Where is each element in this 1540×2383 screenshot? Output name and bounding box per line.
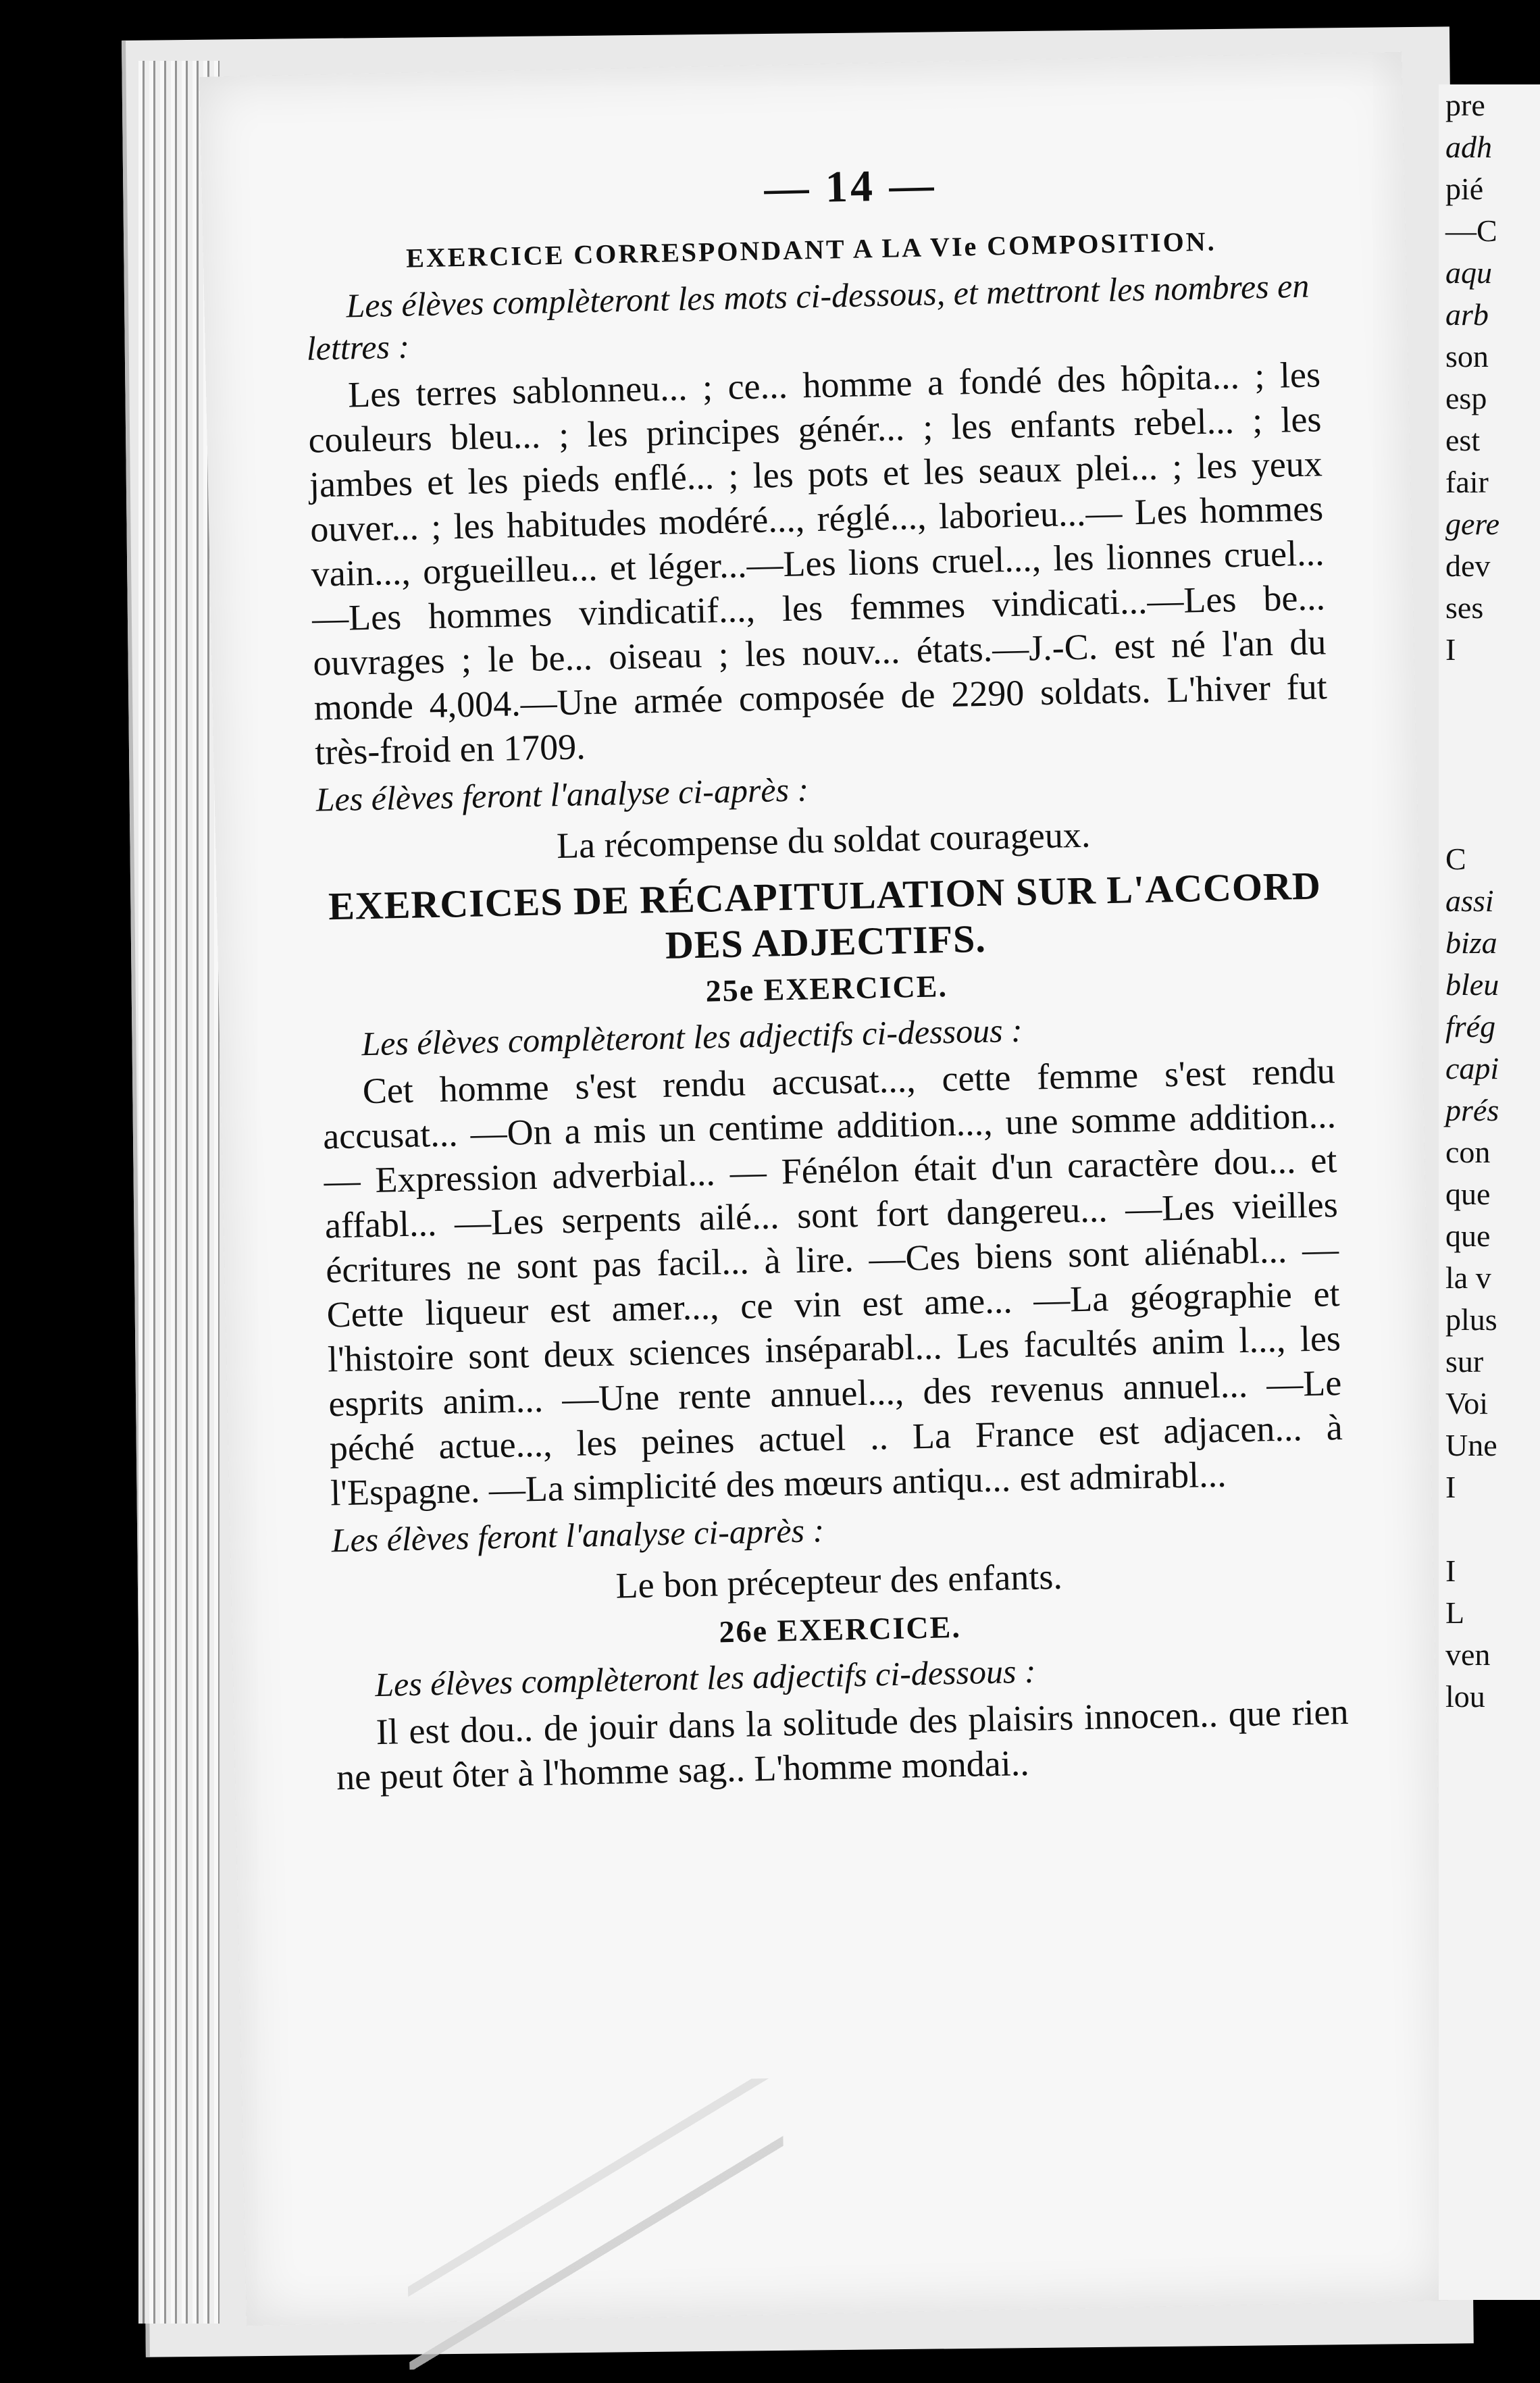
facing-page-fragment: pre [1445, 88, 1485, 122]
facing-page-fragment: ses [1445, 590, 1484, 625]
facing-page-fragment: dev [1445, 548, 1491, 583]
facing-page-fragment: capi [1445, 1051, 1499, 1085]
book-page [199, 52, 1448, 2326]
facing-page-fragment: I [1445, 1470, 1456, 1504]
facing-page-fragment: arb [1445, 297, 1489, 332]
page-number: — 14 — [763, 160, 938, 213]
exercise-paragraph-3: Il est dou.. de jouir dans la solitude des plaisirs innocen.. que rien ne peut ôter à l'homme sag.. L'homme mondai.. [336, 1691, 1350, 1798]
analysis-instruction-2: Les élèves feront l'analyse ci-après : [331, 1511, 825, 1560]
analysis-instruction-1: Les élèves feront l'analyse ci-après : [315, 770, 809, 819]
facing-page-fragment: que [1445, 1219, 1491, 1253]
page-content [303, 151, 1350, 1803]
facing-page-fragment: —C [1445, 213, 1497, 248]
facing-page-fragment: L [1445, 1595, 1465, 1630]
facing-page-fragment: plus [1445, 1302, 1497, 1337]
facing-page-fragment: assi [1445, 883, 1494, 918]
facing-page-fragment: pié [1445, 172, 1484, 206]
facing-page-fragment: Voi [1445, 1386, 1489, 1420]
facing-page-fragment: fair [1445, 465, 1489, 499]
facing-page-fragment: aqu [1445, 255, 1492, 290]
facing-page-fragment [1439, 796, 1540, 838]
facing-page-fragment: est [1445, 423, 1481, 457]
facing-page-fragment: Une [1445, 1428, 1497, 1462]
instruction-2: Les élèves complèteront les adjectifs ci-dessous : [361, 1010, 1023, 1063]
facing-page-fragment [1439, 1508, 1540, 1550]
facing-page-edge [1439, 84, 1540, 2300]
facing-page-fragment: esp [1445, 381, 1487, 415]
facing-page-fragment: ven [1445, 1637, 1491, 1672]
facing-page-fragment: sur [1445, 1344, 1484, 1379]
exercise-26-heading: 26e EXERCICE. [719, 1609, 962, 1649]
section-title: EXERCICES DE RÉCAPITULATION SUR L'ACCORD DES ADJECTIFS. [328, 863, 1322, 967]
facing-page-fragment: son [1445, 339, 1489, 374]
facing-page-fragment [1439, 671, 1540, 713]
facing-page-fragment: con [1445, 1135, 1491, 1169]
facing-page-fragment: C [1445, 842, 1466, 876]
instruction-1: Les élèves complèteront les mots ci-dessous, et mettront les nombres en lettres : [306, 266, 1310, 367]
facing-page-fragment: I [1445, 632, 1456, 667]
instruction-3: Les élèves complèteront les adjectifs ci-dessous : [374, 1651, 1037, 1704]
dog-eared-corner [404, 2078, 788, 2370]
facing-page-fragment [1439, 754, 1540, 796]
facing-page-fragment [1439, 713, 1540, 754]
facing-page-fragment: lou [1445, 1679, 1485, 1714]
analysis-phrase-1: La récompense du soldat courageux. [556, 814, 1091, 867]
facing-page-fragment: gere [1445, 507, 1500, 541]
exercise-paragraph-1: Les terres sablonneu... ; ce... homme a fondé des hôpita... ; les couleurs bleu... ; les principes génér... ; les enfants rebel... ; les jambes et les pieds enflé... ; les pots et les seaux plei... ; les yeux ouver... ; les habitudes modéré..., réglé..., laborieu...— Les hommes vain..., orgueilleu... et léger...—Les lions cruel..., les lionnes cruel... —Les hommes vindicatif..., les femmes vindicati...—Les be... ouvrages ; le be... oiseau ; les nouv... états.—J.-C. est né l'an du monde 4,004.—Une armée composée de 2290 soldats. L'hiver fut très-froid en 1709. [307, 354, 1328, 773]
facing-page-fragment: frég [1445, 1009, 1496, 1044]
facing-page-fragment: que [1445, 1177, 1491, 1211]
analysis-phrase-2: Le bon précepteur des enfants. [615, 1556, 1063, 1606]
facing-page-fragment: I [1445, 1554, 1456, 1588]
exercise-heading: EXERCICE CORRESPONDANT A LA VIe COMPOSITION. [405, 226, 1216, 274]
facing-page-fragment: prés [1445, 1093, 1499, 1127]
exercise-25-heading: 25e EXERCICE. [705, 969, 948, 1008]
facing-page-fragment: bleu [1445, 967, 1499, 1002]
exercise-paragraph-2: Cet homme s'est rendu accusat..., cette femme s'est rendu accusat... —On a mis un centime addition..., une somme addition... — Expression adverbial... — Fénélon était d'un caractère dou... et affabl... —Les serpents ailé... sont fort dangereu... —Les vieilles écritures ne sont pas facil... à lire. —Ces biens sont aliénabl... — Cette liqueur est amer..., ce vin est ame... —La géographie et l'histoire sont deux sciences inséparabl... Les facultés anim l..., les esprits anim... —Une rente annuel..., des revenus annuel... —Le péché actue..., les peines actuel .. La France est adjacen... à l'Espagne. —La simplicité des mœurs antiqu... est admirabl... [322, 1050, 1343, 1514]
facing-page-fragment: la v [1445, 1260, 1491, 1295]
facing-page-fragment: biza [1445, 925, 1497, 960]
facing-page-fragment: adh [1445, 130, 1492, 164]
